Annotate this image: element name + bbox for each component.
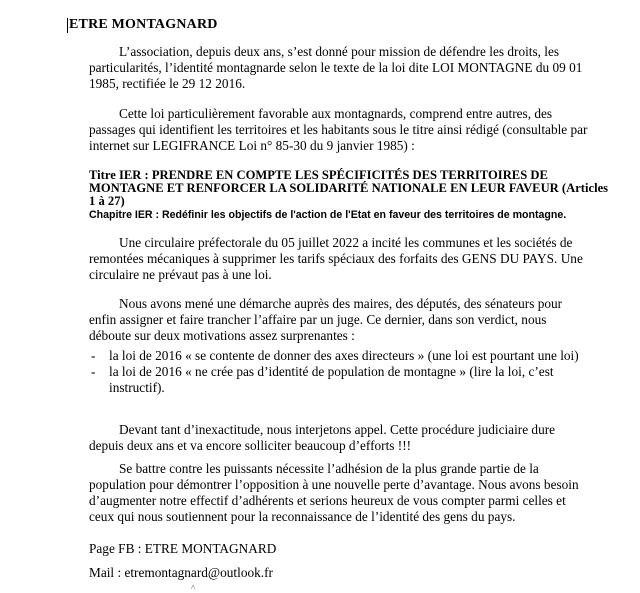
- circular-paragraph: [89, 235, 589, 283]
- circular-text: Une circulaire préfectorale du 05 juillet 2022 a incité les communes et les sociétés de remontées mécaniques à supprimer les tarifs spéciaux des forfaits des GENS DU PAYS. Une circulaire ne prévaut pas à une loi.: [89, 235, 583, 282]
- scroll-caret-icon: ^: [191, 583, 196, 593]
- intro-text: L’association, depuis deux ans, s’est donné pour mission de défendre les droits, les particularités, l’identité montagnarde selon le texte de la loi dite LOI MONTAGNE du 09 01 1985, rectifiée le 29 12 2016.: [89, 44, 583, 91]
- appeal-text: Devant tant d’inexactitude, nous interjetons appel. Cette procédure judiciaire dure depuis deux ans et va encore solliciter beaucoup d’efforts !!!: [89, 422, 556, 453]
- list-item: [89, 348, 589, 364]
- law-text: Cette loi particulièrement favorable aux montagnards, comprend entre autres, des passages qui identifient les territoires et les habitants sous le titre ainsi rédigé (consultable par internet sur LEGIFRANCE Loi n° 85-30 du 9 janvier 1985) :: [89, 106, 588, 153]
- bullet-dash: -: [91, 364, 96, 379]
- list-item: [89, 364, 589, 396]
- law-paragraph: [89, 106, 589, 154]
- law-chapter-heading: Chapitre IER : Redéfinir les objectifs de l'action de l'Etat en faveur des territoires de montagne.: [89, 209, 567, 221]
- appeal-paragraph: [89, 422, 589, 454]
- bullet-dash: -: [91, 348, 96, 363]
- law-title-heading: Titre IER : PRENDRE EN COMPTE LES SPÉCIFICITÉS DES TERRITOIRES DE MONTAGNE ET RENFORCER LA SOLIDARITÉ NATIONALE EN LEUR FAVEUR (Articles 1 à 27): [89, 168, 609, 208]
- document-title: ETRE MONTAGNARD: [69, 17, 218, 32]
- verdict-list: [89, 348, 589, 396]
- bullet-text: la loi de 2016 « se contente de donner des axes directeurs » (une loi est pourtant une loi): [109, 348, 579, 363]
- facebook-contact: Page FB : ETRE MONTAGNARD: [89, 541, 277, 556]
- approach-paragraph: [89, 296, 589, 344]
- fight-paragraph: [89, 461, 589, 525]
- approach-text: Nous avons mené une démarche auprès des maires, des députés, des sénateurs pour enfin assigner et faire trancher l’affaire par un juge. Ce dernier, dans son verdict, nous déboute sur deux motivations assez surprenantes :: [89, 296, 563, 343]
- mail-contact: Mail : etremontagnard@outlook.fr: [89, 565, 273, 580]
- text-cursor: [67, 18, 68, 33]
- intro-paragraph: [89, 44, 589, 92]
- fight-text: Se battre contre les puissants nécessite l’adhésion de la plus grande partie de la population pour démontrer l’opposition à une nouvelle perte d’avantage. Nous avons besoin d’augmenter notre effectif d’adhérents et serions heureux de vous compter parmi celles et ceux qui nous soutiennent pour la reconnaissance de l’identité des gens du pays.: [89, 461, 579, 524]
- bullet-text: la loi de 2016 « ne crée pas d’identité de population de montagne » (lire la loi, c’est instructif).: [109, 364, 554, 395]
